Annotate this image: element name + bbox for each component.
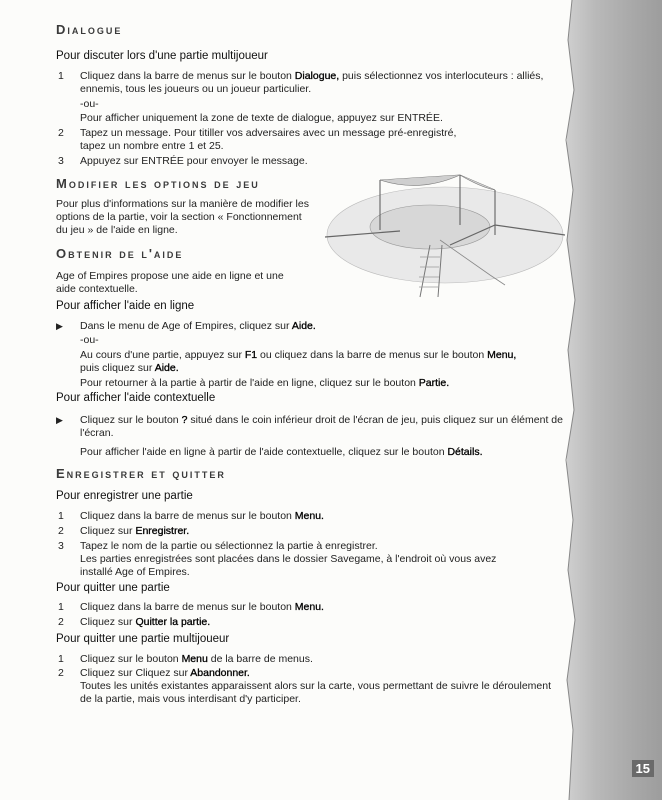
aide-ctx-back: Pour afficher l'aide en ligne à partir de l'aide contextuelle, cliquez sur le bouton Détails. xyxy=(80,446,483,458)
or-text: -ou- xyxy=(80,98,99,110)
aide-online-back: Pour retourner à la partie à partir de l'aide en ligne, cliquez sur le bouton Partie. xyxy=(80,377,450,389)
bullet-arrow-icon: ▶ xyxy=(56,415,63,425)
multi-step-2: 2 Cliquez sur Cliquez sur Abandonner. Toutes les unités existantes apparaissent alors sur la carte, vous permettant de suivre le déroulement de la partie, mais vous interdisant d'y participer. xyxy=(58,667,551,705)
section-title-options: Modifier les options de jeu xyxy=(56,176,260,191)
save-step-1: 1 Cliquez dans la barre de menus sur le bouton Menu. xyxy=(58,510,324,522)
keyword: Dialogue, xyxy=(294,70,340,82)
quit-step-1: 1 Cliquez dans la barre de menus sur le bouton Menu. xyxy=(58,601,324,613)
or-text-2: -ou- xyxy=(80,334,99,346)
subtitle-quitter: Pour quitter une partie xyxy=(56,582,170,594)
aide-online-step: ▶ Dans le menu de Age of Empires, cliquez sur Aide. xyxy=(56,320,316,332)
dialogue-step-3: 3 Appuyez sur ENTRÉE pour envoyer le message. xyxy=(58,155,308,167)
subtitle-aide-en-ligne: Pour afficher l'aide en ligne xyxy=(56,300,195,312)
save-step-3: 3 Tapez le nom de la partie ou sélectionnez la partie à enregistrer. Les parties enregistrées sont placées dans le dossier Savegame, à l'endroit où vous avez installé Age of Empires. xyxy=(58,540,497,578)
section-title-dialogue: Dialogue xyxy=(56,22,123,37)
harbor-sketch-illustration xyxy=(320,165,575,300)
aide-intro: Age of Empires propose une aide en ligne et une aide contextuelle. xyxy=(56,270,284,295)
subtitle-aide-contextuelle: Pour afficher l'aide contextuelle xyxy=(56,392,216,404)
section-title-save: Enregistrer et quitter xyxy=(56,466,226,481)
dialogue-step-1: 1 Cliquez dans la barre de menus sur le bouton Dialogue, puis sélectionnez vos interlocuteurs : alliés, ennemis, tous les joueurs ou un joueur particulier. xyxy=(58,70,544,95)
options-text: Pour plus d'informations sur la manière de modifier les options de la partie, voir la section « Fonctionnement du jeu » de l'aide en ligne. xyxy=(56,198,309,236)
aide-ctx-step: ▶ Cliquez sur le bouton ? situé dans le coin inférieur droit de l'écran de jeu, puis cliquez sur un élément de l'écran. xyxy=(56,414,563,439)
subtitle-quitter-multijoueur: Pour quitter une partie multijoueur xyxy=(56,633,230,645)
multi-step-1: 1 Cliquez sur le bouton Menu de la barre de menus. xyxy=(58,653,313,665)
subtitle-enregistrer: Pour enregistrer une partie xyxy=(56,490,193,502)
bullet-arrow-icon: ▶ xyxy=(56,321,63,331)
save-step-2: 2 Cliquez sur Enregistrer. xyxy=(58,525,190,537)
quit-step-2: 2 Cliquez sur Quitter la partie. xyxy=(58,616,211,628)
subtitle-multijoueur: Pour discuter lors d'une partie multijoueur xyxy=(56,50,268,62)
section-title-aide: Obtenir de l'aide xyxy=(56,246,184,261)
page-number: 15 xyxy=(632,760,654,777)
dialogue-step-1-alt: Pour afficher uniquement la zone de texte de dialogue, appuyez sur ENTRÉE. xyxy=(80,112,443,124)
dialogue-step-2: 2 Tapez un message. Pour titiller vos adversaires avec un message pré-enregistré, tapez un nombre entre 1 et 25. xyxy=(58,127,457,152)
aide-online-alt: Au cours d'une partie, appuyez sur F1 ou cliquez dans la barre de menus sur le bouton Menu, puis cliquez sur Aide. xyxy=(80,349,517,374)
